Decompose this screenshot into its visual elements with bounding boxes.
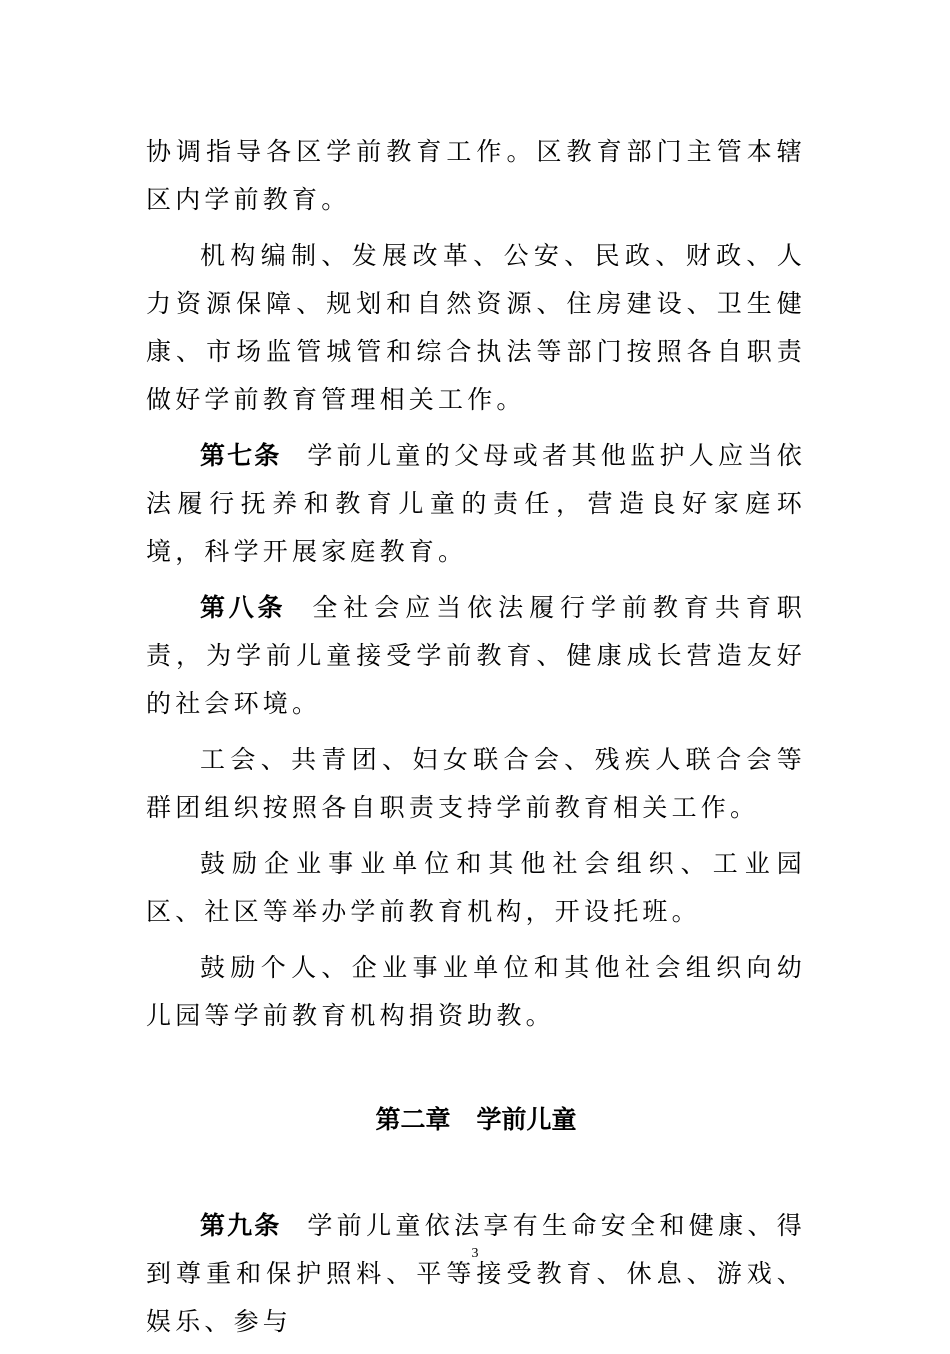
chapter-number: 第二章	[375, 1105, 451, 1134]
chapter-title: 学前儿童	[476, 1105, 577, 1134]
document-body	[146, 128, 806, 1354]
article-7	[146, 432, 806, 576]
article-8-text: 全社会应当依法履行学前教育共育职责，为学前儿童接受学前教育、健康成长营造友好的社会环境。	[146, 593, 806, 718]
page-number: 3	[471, 1246, 479, 1261]
article-8-paragraph-2: 工会、共青团、妇女联合会、残疾人联合会等群团组织按照各自职责支持学前教育相关工作。	[146, 745, 806, 822]
article-9-number: 第九条	[200, 1211, 282, 1240]
article-8-number: 第八条	[200, 593, 287, 622]
article-7-text: 学前儿童的父母或者其他监护人应当依法履行抚养和教育儿童的责任，营造良好家庭环境，科学开展家庭教育。	[146, 441, 806, 566]
article-7-number: 第七条	[200, 441, 282, 470]
paragraph-departments: 机构编制、发展改革、公安、民政、财政、人力资源保障、规划和自然资源、住房建设、卫生健康、市场监管城管和综合执法等部门按照各自职责做好学前教育管理相关工作。	[146, 241, 806, 414]
paragraph-continuation: 协调指导各区学前教育工作。区教育部门主管本辖区内学前教育。	[146, 137, 806, 214]
article-9	[146, 1202, 806, 1346]
chapter-heading	[146, 1100, 806, 1140]
article-9-text: 学前儿童依法享有生命安全和健康、得到尊重和保护照料、平等接受教育、休息、游戏、娱乐、参与	[146, 1211, 806, 1336]
article-8	[146, 584, 806, 728]
article-8-paragraph-4: 鼓励个人、企业事业单位和其他社会组织向幼儿园等学前教育机构捐资助教。	[146, 953, 806, 1030]
article-8-paragraph-3: 鼓励企业事业单位和其他社会组织、工业园区、社区等举办学前教育机构，开设托班。	[146, 849, 806, 926]
